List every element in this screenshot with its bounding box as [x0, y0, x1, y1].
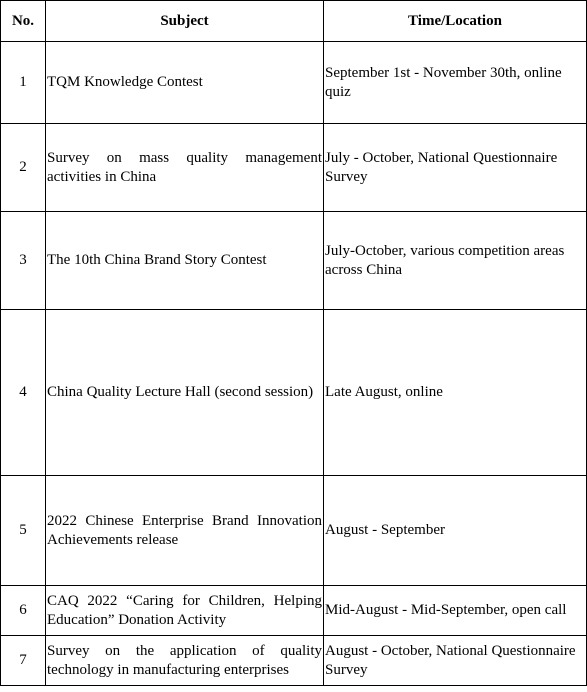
row-time-location: [324, 42, 587, 124]
row-subject: [46, 586, 324, 636]
row-number: 2: [1, 124, 46, 212]
header-time-location: Time/Location: [324, 1, 587, 42]
row-time-text: Late August, online: [325, 384, 443, 400]
row-time-location: [324, 212, 587, 310]
header-subject: Subject: [46, 1, 324, 42]
row-time-text: September 1st - November 30th, online quiz: [325, 64, 562, 100]
table-row: [1, 476, 587, 586]
row-subject: [46, 636, 324, 686]
row-subject: [46, 310, 324, 476]
row-number: 1: [1, 42, 46, 124]
row-time-text: August - September: [325, 522, 445, 538]
row-number: 4: [1, 310, 46, 476]
row-subject-text: TQM Knowledge Contest: [47, 74, 203, 90]
row-time-location: [324, 636, 587, 686]
table-row: [1, 310, 587, 476]
row-subject-text: China Quality Lecture Hall (second session): [47, 384, 314, 400]
table-row: [1, 586, 587, 636]
row-time-location: [324, 124, 587, 212]
row-subject: [46, 212, 324, 310]
row-time-text: August - October, National Questionnaire Survey: [325, 642, 576, 678]
row-subject-text: CAQ 2022 “Caring for Children, Helping Education” Donation Activity: [47, 592, 322, 628]
header-no: No.: [1, 1, 46, 42]
row-time-text: Mid-August - Mid-September, open call: [325, 602, 567, 618]
table-row: [1, 212, 587, 310]
row-subject: [46, 124, 324, 212]
row-number: 5: [1, 476, 46, 586]
row-time-location: [324, 586, 587, 636]
row-subject-text: Survey on the application of quality technology in manufacturing enterprises: [47, 642, 322, 678]
row-subject: [46, 476, 324, 586]
row-subject-text: Survey on mass quality management activities in China: [47, 149, 322, 185]
row-number: 7: [1, 636, 46, 686]
row-number: 3: [1, 212, 46, 310]
table-header-row: [1, 1, 587, 42]
table-row: [1, 636, 587, 686]
row-subject-text: 2022 Chinese Enterprise Brand Innovation Achievements release: [47, 512, 322, 548]
row-time-location: [324, 310, 587, 476]
table-row: [1, 42, 587, 124]
row-time-text: July-October, various competition areas across China: [325, 242, 565, 278]
row-time-location: [324, 476, 587, 586]
table-row: [1, 124, 587, 212]
row-number: 6: [1, 586, 46, 636]
row-time-text: July - October, National Questionnaire Survey: [325, 149, 558, 185]
row-subject-text: The 10th China Brand Story Contest: [47, 252, 267, 268]
row-subject: [46, 42, 324, 124]
